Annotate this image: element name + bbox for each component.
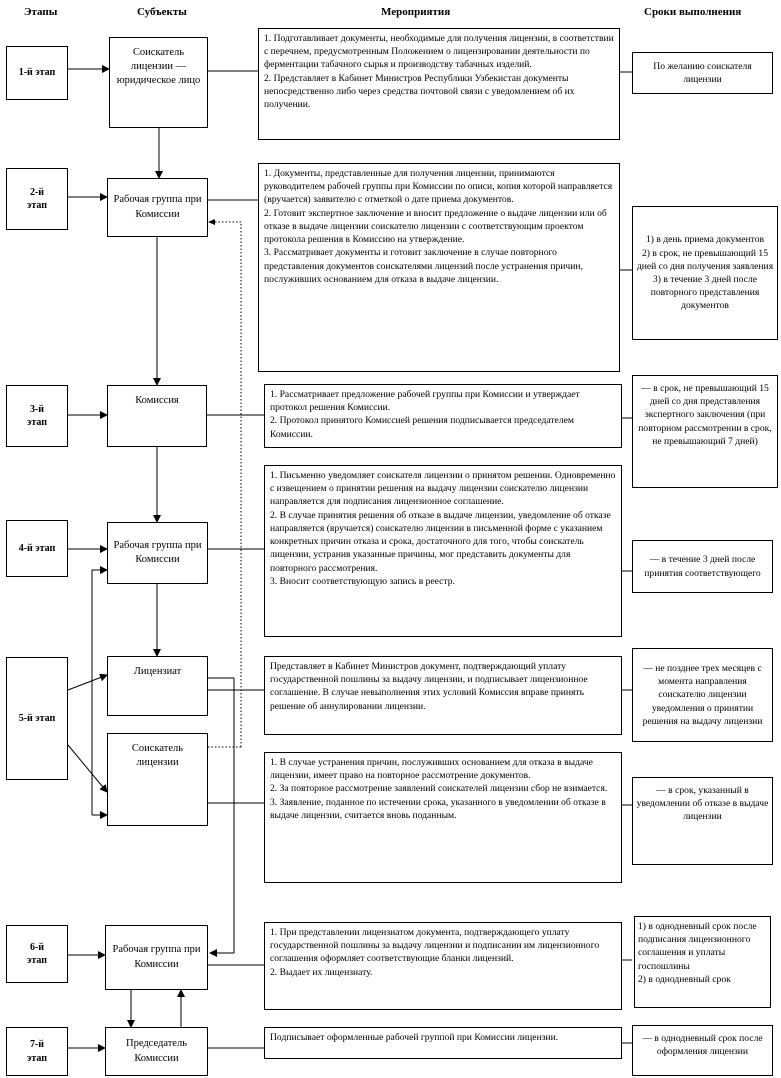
subject-label: Комиссия xyxy=(135,395,179,406)
subject-label: Рабочая группа при Комиссии xyxy=(113,539,202,565)
header-terms: Сроки выполнения xyxy=(644,6,742,18)
action-licensee xyxy=(264,656,622,735)
action-text: 1. Письменно уведомляет соискателя лицензии о принятом решении. Одновременно с извещением о принятии решения на выдачу лицензии соискателю лицензии направляется для подписания лицензионное соглашение. xyxy=(270,470,616,508)
stage-3-label: 3-й этап xyxy=(27,403,47,428)
subject-commission xyxy=(107,385,207,447)
term-text: — в срок, указанный в уведомлении об отказе в выдаче лицензии xyxy=(636,785,769,823)
term-stage-1 xyxy=(632,52,773,94)
term-text: — в течение 3 дней после принятия соответствующего xyxy=(644,554,761,579)
term-licensee xyxy=(632,648,773,742)
subject-applicant xyxy=(107,733,208,826)
stage-4-label: 4-й этап xyxy=(18,542,56,554)
subject-label: Рабочая группа при Комиссии xyxy=(113,194,202,220)
action-text: 1. При представлении лицензиатом документа, подтверждающего уплату государственной пошлины за выдачу лицензии и подписании им лицензионного соглашения оформляет соответствующие бланки лицензий. xyxy=(270,927,600,965)
action-text: 2. Выдает их лицензиату. xyxy=(270,966,373,978)
term-stage-3 xyxy=(632,375,778,488)
term-text: 1) в день приема документов xyxy=(645,234,765,246)
action-text: 2. За повторное рассмотрение заявлений соискателей лицензии сбор не взимается. xyxy=(270,783,608,795)
stage-2 xyxy=(6,168,68,230)
subject-label: Соискатель лицензии xyxy=(131,743,184,769)
action-text: 3. Рассматривает документы и готовит заключение в случае повторного представления документов соискателями лицензий после устранения причин, послуживших основанием для отказа в выдаче лицензии. xyxy=(264,247,583,285)
action-stage-1 xyxy=(258,28,620,140)
term-stage-2 xyxy=(632,206,778,340)
stage-7 xyxy=(6,1027,68,1076)
stage-5-label: 5-й этап xyxy=(18,712,56,724)
term-applicant xyxy=(632,777,773,865)
stage-3 xyxy=(6,385,68,447)
subject-label: Рабочая группа при Комиссии xyxy=(112,944,201,970)
header-stages: Этапы xyxy=(24,6,58,18)
subject-label: Соискатель лицензии — юридическое лицо xyxy=(116,47,201,87)
term-stage-4 xyxy=(632,540,773,593)
action-text: 1. Рассматривает предложение рабочей группы при Комиссии и утверждает протокол решения Комиссии. xyxy=(270,389,580,414)
stage-4 xyxy=(6,520,68,577)
action-stage-6 xyxy=(264,922,622,1010)
action-text: 2. Протокол принятого Комиссией решения подписывается председателем Комиссии. xyxy=(270,415,574,440)
stage-1-label: 1-й этап xyxy=(18,67,56,79)
subject-applicant-legal-entity xyxy=(109,37,208,128)
stage-1 xyxy=(6,46,68,100)
term-text: 2) в срок, не превышающий 15 дней со дня получения заявления xyxy=(636,247,774,272)
subject-working-group-4 xyxy=(107,522,208,584)
subject-licensee xyxy=(107,656,208,716)
subject-label: Лицензиат xyxy=(133,666,182,677)
action-stage-2 xyxy=(258,163,620,372)
term-text: 1) в однодневный срок после подписания лицензионного соглашения и уплаты госпошлины xyxy=(638,921,757,972)
stage-7-label: 7-й этап xyxy=(27,1039,47,1064)
term-text: — не позднее трех месяцев с момента направления соискателю лицензии уведомления о принятии решения на выдачу лицензии xyxy=(642,662,763,727)
action-text: 3. Заявление, поданное по истечении срока, указанного в уведомлении об отказе в выдаче лицензии, считается вновь поданным. xyxy=(270,796,606,821)
action-text: 1. Документы, представленные для получения лицензии, принимаются руководителем рабочей группы при Комиссии по описи, копия которой направляется (вручается) заявителю с отметкой о дате приема документов. xyxy=(264,168,613,206)
term-text: По желанию соискателя лицензии xyxy=(653,60,752,85)
action-text: Подписывает оформленные рабочей группой при Комиссии лицензии. xyxy=(270,1032,559,1043)
term-text: — в однодневный срок после оформления лицензии xyxy=(642,1033,763,1058)
term-text: 2) в однодневный срок xyxy=(638,973,731,985)
subject-commission-chairman xyxy=(105,1027,208,1076)
subject-label: Председатель Комиссии xyxy=(125,1038,188,1064)
action-text: 2. Представляет в Кабинет Министров Республики Узбекистан документы непосредственно либо через средства почтовой связи с уведомлением об их получении. xyxy=(264,72,575,111)
action-text: 3. Вносит соответствующую запись в реестр. xyxy=(270,575,455,587)
action-text: 1. В случае устранения причин, послуживших основанием для отказа в выдаче лицензии, имеет право на повторное рассмотрение документов. xyxy=(270,757,593,782)
stage-6-label: 6-й этап xyxy=(27,941,47,966)
stage-2-label: 2-й этап xyxy=(27,186,47,211)
stage-6 xyxy=(6,925,68,983)
subject-working-group-2 xyxy=(107,178,208,237)
action-text: 2. В случае принятия решения об отказе в выдаче лицензии, уведомление об отказе направляется (вручается) соискателю лицензии в письменной форме с указанием конкретных причин отказа и срока, достаточного для того, чтобы соискатель лицензии, устранив указанные причины, мог представить документы для повторного рассмотрения. xyxy=(270,509,611,574)
term-stage-7 xyxy=(632,1025,773,1076)
term-text: — в срок, не превышающий 15 дней со дня представления экспертного заключения (при повторном рассмотрении в срок, не превышающий 7 дней) xyxy=(638,383,772,447)
action-stage-3 xyxy=(264,384,622,448)
action-text: 1. Подготавливает документы, необходимые для получения лицензии, в соответствии с перечнем, предусмотренным Положением о лицензировании деятельности по ферментации табачного сырья и производству табачных изделий. xyxy=(264,33,614,71)
header-actions: Мероприятия xyxy=(381,6,451,18)
action-stage-7 xyxy=(264,1027,622,1059)
term-stage-6 xyxy=(634,916,771,1008)
action-text: 2. Готовит экспертное заключение и вносит предложение о выдаче лицензии или об отказе в выдаче лицензии соискателю лицензии с соответствующим проектом протокола решения в Комиссию на утверждение. xyxy=(264,207,607,246)
subject-working-group-6 xyxy=(105,925,208,990)
action-applicant xyxy=(264,752,622,883)
stage-5 xyxy=(6,657,68,780)
action-stage-4 xyxy=(264,465,622,637)
term-text: 3) в течение 3 дней после повторного представления документов xyxy=(650,274,760,312)
header-subjects: Субъекты xyxy=(137,6,187,18)
action-text: Представляет в Кабинет Министров документ, подтверждающий уплату государственной пошлины за выдачу лицензии, и подписывает лицензионное соглашение. В случае невыполнения этих условий Комиссия вправе принять решение об аннулировании лицензии. xyxy=(270,661,588,712)
